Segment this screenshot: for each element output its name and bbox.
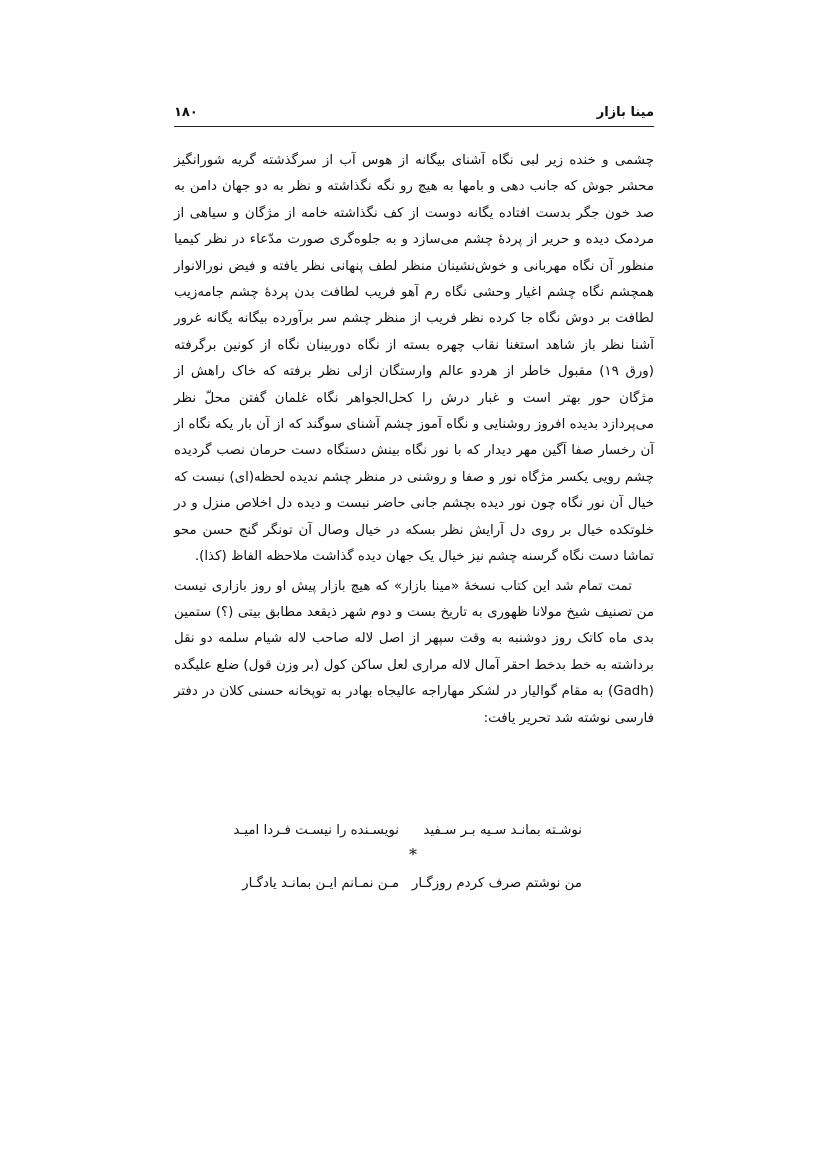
verse-separator: * (409, 845, 417, 864)
verse-2-first-hemistich: من نوشتم صرف کردم روزگـار (411, 876, 582, 891)
paragraph-colophon: تمت تمام شد این کتاب نسخهٔ «مینا بازار» که هیچ بازار پیش او روز بازاری نیست من تصنیف شیخ مولانا ظهوری به تاریخ بست و دوم شهر ذیقعد مطابق بیتی (؟) ستمین بدی ماه کاتک روز دوشنبه به وقت سپهر از اصل لاله صاحب لاله شیام سلمه دو نقل برداشته به خط بدخط احقر آمال لاله مراری لعل ساکن کول (بر وزن قول) ضلع علیگده (Gadh) به مقام گوالیار در لشکر مهاراجه عالیجاه بهادر به توپخانه حسنی کلان در دفتر فارسی نوشته شد تحریر یافت: (174, 578, 654, 726)
page-number: ۱۸۰ (174, 105, 198, 120)
running-title: مینا بازار (596, 105, 654, 120)
paragraph-main: چشمی و خنده زیر لبی نگاه آشنای بیگانه از هوس آب از سرگذشته گریه شورانگیز محشر جوش که جانب دهی و بامها به هیچ رو نگه نگذاشته و نظر به دو جهان دامن به صد خون جگر بدست افتاده یگانه دوست از کف نگذاشته خامه از مژگان و سیاهی از مردمک دیده و حریر از پردهٔ چشم می‌سازد و به جلوه‌گری صورت مدّعاء در نظر کیمیا منظور آن نگاه مهربانی و خوش‌نشینان منظر لطف پنهانی نظر یافته و فیض نورالانوار همچشم نگاه چشم اغیار وحشی نگاه رم آهو فریب لطافت بدن پردهٔ چشم جامه‌زیب لطافت بر دوش نگاه جا کرده نظر فریب از منظر چشم سر برآورده بیگانه یگانه غرور آشنا نظر باز شاهد استغنا نقاب چهره بسته از نگاه دوربینان نگاه از کونین برگرفته (ورق ۱۹) مقبول خاطر از هردو عالم وارستگان ازلی نظر برفته که خاک راهش از مژگان حور بهتر است و غبار درش را کحل‌الجواهر نگاه غلمان گفتن محلّ نظر می‌پردازد بدیده افروز روشنایی و نگاه آموز چشم آشنای سوگند که از آن بار یکه نگاه از آن رخسار صفا آگین مهر دیدار که با نور نگاه بینش دستگاه دست حرمان نصب گردیده چشم رویی یکسر مژگاه نور و صفا و روشنی در منظر چشم ندیده لحظه(ای) نبست که خیال آن نور نگاه چون نور دیده بچشم جانی حاضر نبست و دیده دل اخلاص منزل و در خلوتکده خیال بر روی دل آرایش نظر بسکه در خیال وصال آن تونگر گنج حسن محو تماشا دست نگاه گرسنه چشم نیز خیال یک جهان دیده گذاشت ملاحظه الفاظ (کذا). (174, 153, 654, 565)
running-header (174, 101, 654, 125)
verse-1-first-hemistich: نوشـته بمانـد سـیه بـر سـفید (423, 823, 582, 838)
body-text (174, 148, 654, 732)
header-rule (174, 126, 654, 127)
verse-1-second-hemistich: نویسـنده را نیسـت فـردا امیـد (233, 823, 399, 838)
verse-2-second-hemistich: مـن نمـانم ایـن بمانـد یادگـار (242, 876, 399, 891)
